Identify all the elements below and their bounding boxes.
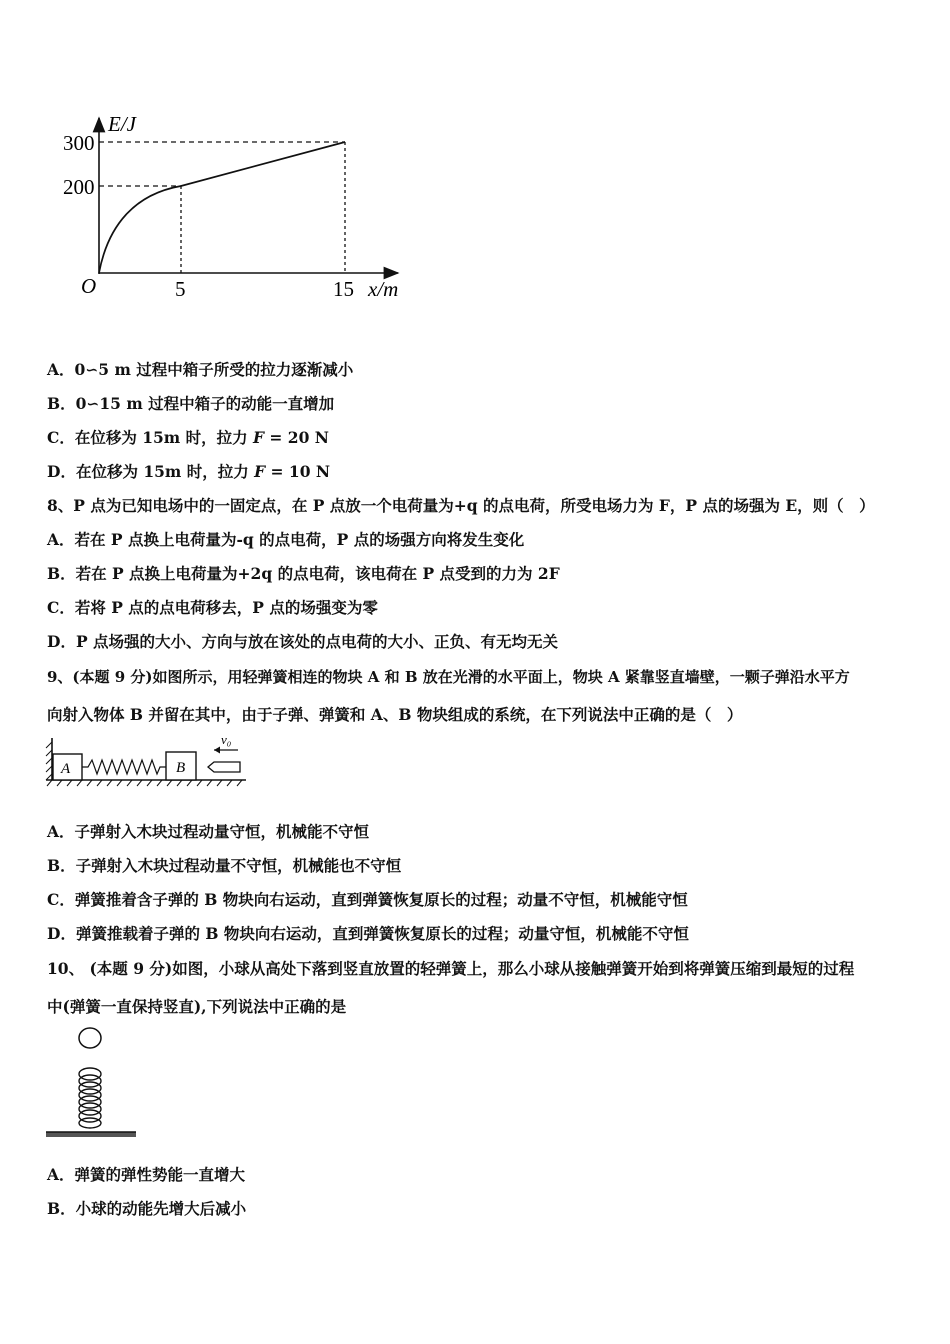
y-tick-200: 200 (63, 175, 95, 199)
origin-label: O (81, 274, 97, 298)
q10-stem-line1: 10、 (本题 9 分)如图，小球从高处下落到竖直放置的轻弹簧上，那么小球从接触弹簧开始到将弹簧压缩到最短的过程 (47, 959, 855, 978)
q8-option-a: A．若在 P 点换上电荷量为-q 的点电荷，P 点的场强方向将发生变化 (47, 530, 525, 549)
ball-spring-figure (0, 1022, 950, 1142)
ball (79, 1028, 101, 1048)
x-axis-label: x/m (368, 277, 399, 301)
q10-option-b: B．小球的动能先增大后减小 (47, 1199, 247, 1218)
q7-option-b: B．0∽15 m 过程中箱子的动能一直增加 (47, 394, 335, 413)
q7-option-d: D．在位移为 15m 时，拉力 F = 10 N (47, 462, 331, 481)
q9-option-a: A．子弹射入木块过程动量守恒，机械能不守恒 (47, 822, 370, 841)
x-tick-15: 15 (333, 277, 354, 301)
block-a-label: A (61, 761, 71, 777)
q7-option-a: A．0∽5 m 过程中箱子所受的拉力逐渐减小 (47, 360, 354, 379)
q9-stem-line2: 向射入物体 B 并留在其中，由于子弹、弹簧和 A、B 物块组成的系统，在下列说法中正确的是（ ） (47, 705, 743, 724)
q8-option-c: C．若将 P 点的点电荷移去，P 点的场强变为零 (47, 598, 378, 617)
q8-option-d: D．P 点场强的大小、方向与放在该处的点电荷的大小、正负、有无均无关 (47, 632, 559, 651)
q9-option-d: D．弹簧推载着子弹的 B 物块向右运动，直到弹簧恢复原长的过程；动量守恒，机械能不守恒 (47, 924, 689, 943)
q8-stem: 8、P 点为已知电场中的一固定点，在 P 点放一个电荷量为+q 的点电荷，所受电场力为 F，P 点的场强为 E，则（ ） (47, 496, 875, 515)
y-tick-300: 300 (63, 131, 95, 155)
energy-displacement-graph (0, 0, 950, 320)
velocity-label: v₀ (221, 732, 232, 747)
q10-stem-line2: 中(弹簧一直保持竖直),下列说法中正确的是 (47, 997, 347, 1016)
q9-option-b: B．子弹射入木块过程动量不守恒，机械能也不守恒 (47, 856, 402, 875)
block-b-label: B (176, 760, 186, 776)
spring (82, 760, 166, 774)
q9-stem-line1: 9、(本题 9 分)如图所示，用轻弹簧相连的物块 A 和 B 放在光滑的水平面上，物块 A 紧靠竖直墙壁，一颗子弹沿水平方 (47, 668, 850, 686)
ground (46, 1132, 136, 1137)
q9-option-c: C．弹簧推着含子弹的 B 物块向右运动，直到弹簧恢复原长的过程；动量不守恒，机械能守恒 (47, 890, 688, 909)
coil-spring (79, 1068, 101, 1128)
q7-option-c: C．在位移为 15m 时，拉力 F = 20 N (47, 428, 329, 447)
x-tick-5: 5 (175, 277, 186, 301)
bullet (208, 762, 240, 772)
energy-curve (99, 142, 345, 273)
q10-option-a: A．弹簧的弹性势能一直增大 (47, 1165, 246, 1184)
q8-option-b: B．若在 P 点换上电荷量为+2q 的点电荷，该电荷在 P 点受到的力为 2F (47, 564, 560, 583)
y-axis-label: E/J (108, 112, 136, 136)
spring-block-figure (0, 730, 950, 790)
